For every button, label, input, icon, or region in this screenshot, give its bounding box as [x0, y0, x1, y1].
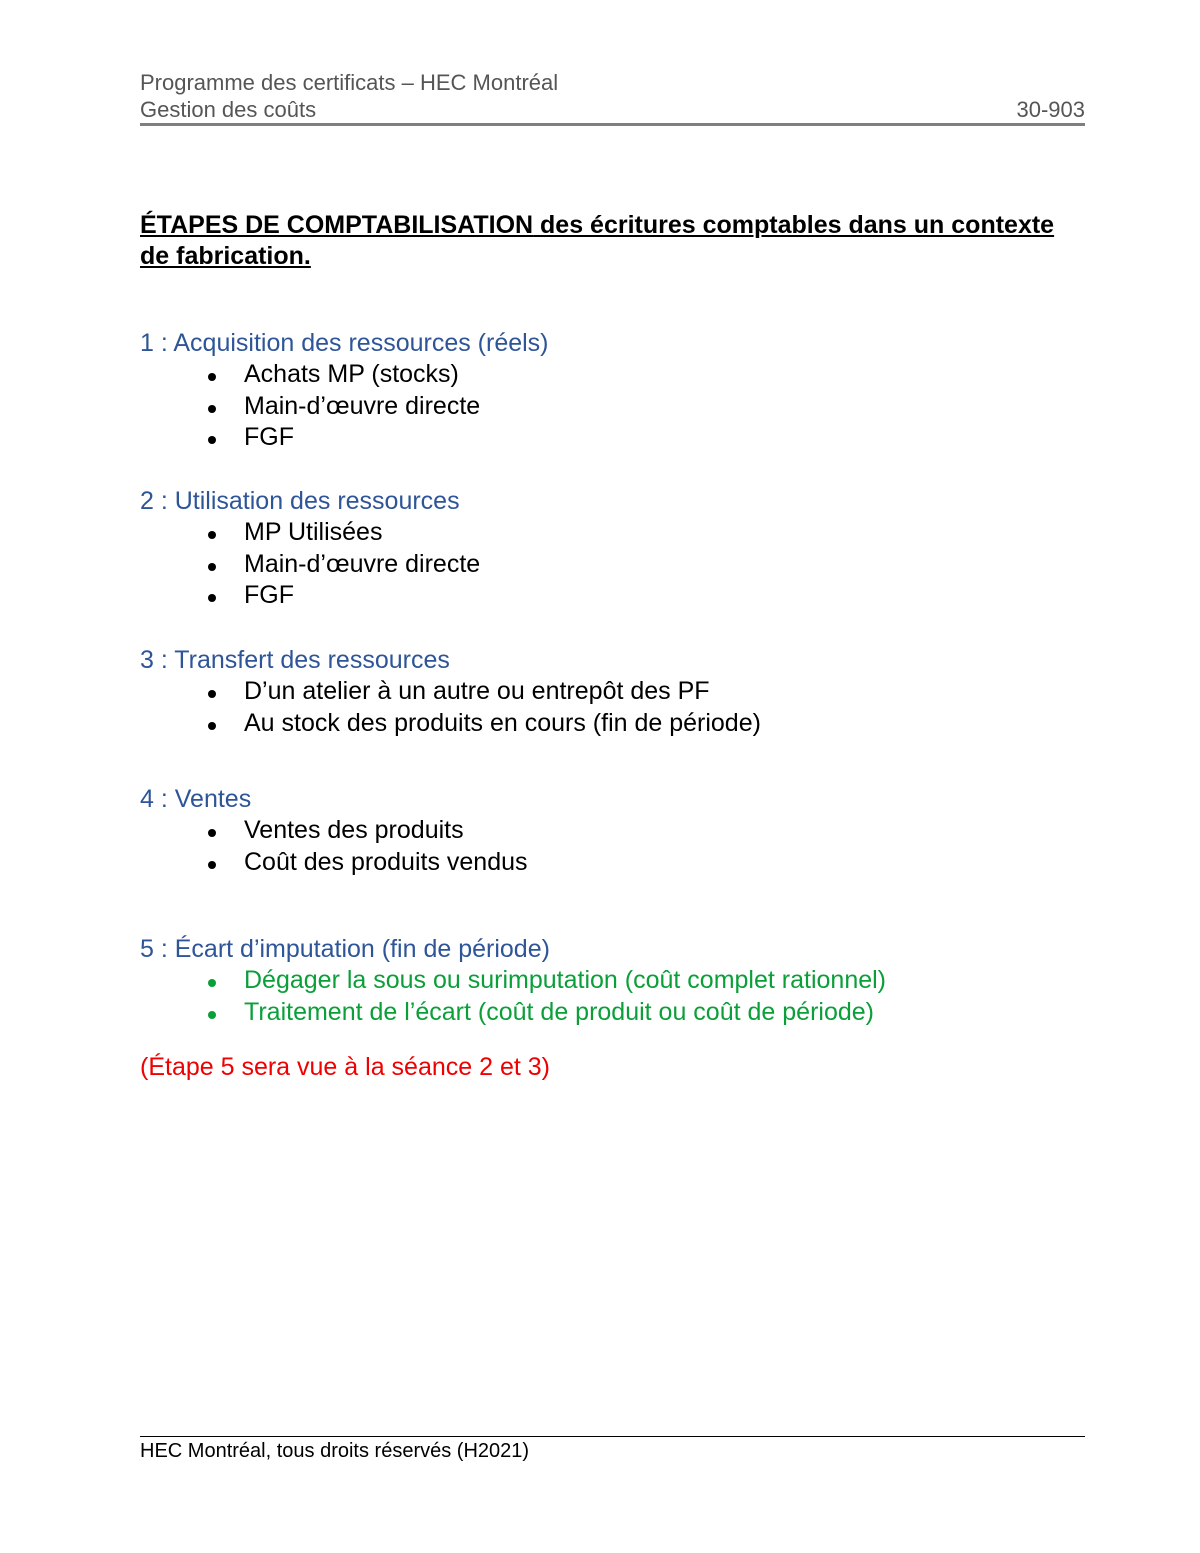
header-course-row [140, 97, 1085, 123]
list-item: Main-d’œuvre directe [140, 549, 1090, 581]
bullet-icon [208, 861, 216, 869]
note-text: (Étape 5 sera vue à la séance 2 et 3) [140, 1053, 550, 1081]
bullet-list [140, 965, 1090, 1028]
bullet-icon [208, 594, 216, 602]
bullet-icon [208, 690, 216, 698]
list-item: Traitement de l’écart (coût de produit ou coût de période) [140, 997, 1090, 1029]
list-item: Au stock des produits en cours (fin de période) [140, 708, 1090, 740]
section-title: 3 : Transfert des ressources [140, 646, 450, 674]
title-underlined: ÉTAPES DE COMPTABILISATION [140, 211, 534, 239]
bullet-icon [208, 373, 216, 381]
list-item: FGF [140, 580, 1090, 612]
bullet-icon [208, 1011, 216, 1019]
bullet-icon [208, 405, 216, 413]
list-item: MP Utilisées [140, 517, 1090, 549]
list-item: FGF [140, 422, 1090, 454]
header-code: 30-903 [1016, 97, 1085, 122]
section-4 [140, 784, 1090, 878]
header-course: Gestion des coûts [140, 97, 317, 122]
section-3 [140, 645, 1090, 739]
footer-divider [140, 1436, 1085, 1437]
header-divider [140, 123, 1085, 126]
bullet-list [140, 815, 1090, 878]
section-title: 1 : Acquisition des ressources (réels) [140, 329, 549, 357]
bullet-icon [208, 722, 216, 730]
section-5 [140, 934, 1090, 1028]
footer-text: HEC Montréal, tous droits réservés (H2021) [140, 1440, 530, 1462]
section-title: 2 : Utilisation des ressources [140, 487, 460, 515]
bullet-list [140, 676, 1090, 739]
list-item: Ventes des produits [140, 815, 1090, 847]
bullet-list [140, 517, 1090, 612]
title-rest: des écritures comptables dans un contexte de fabrication. [140, 211, 1055, 270]
list-item: Coût des produits vendus [140, 847, 1090, 879]
section-title: 4 : Ventes [140, 785, 252, 813]
bullet-icon [208, 531, 216, 539]
list-item: D’un atelier à un autre ou entrepôt des PF [140, 676, 1090, 708]
list-item: Achats MP (stocks) [140, 359, 1090, 391]
bullet-icon [208, 979, 216, 987]
list-item: Main-d’œuvre directe [140, 391, 1090, 423]
bullet-icon [208, 829, 216, 837]
document-title [140, 210, 1060, 272]
section-2 [140, 486, 1090, 612]
header-program: Programme des certificats – HEC Montréal [140, 70, 559, 95]
list-item: Dégager la sous ou surimputation (coût complet rationnel) [140, 965, 1090, 997]
section-title: 5 : Écart d’imputation (fin de période) [140, 935, 550, 963]
bullet-icon [208, 436, 216, 444]
section-1 [140, 328, 1090, 454]
bullet-list [140, 359, 1090, 454]
bullet-icon [208, 563, 216, 571]
